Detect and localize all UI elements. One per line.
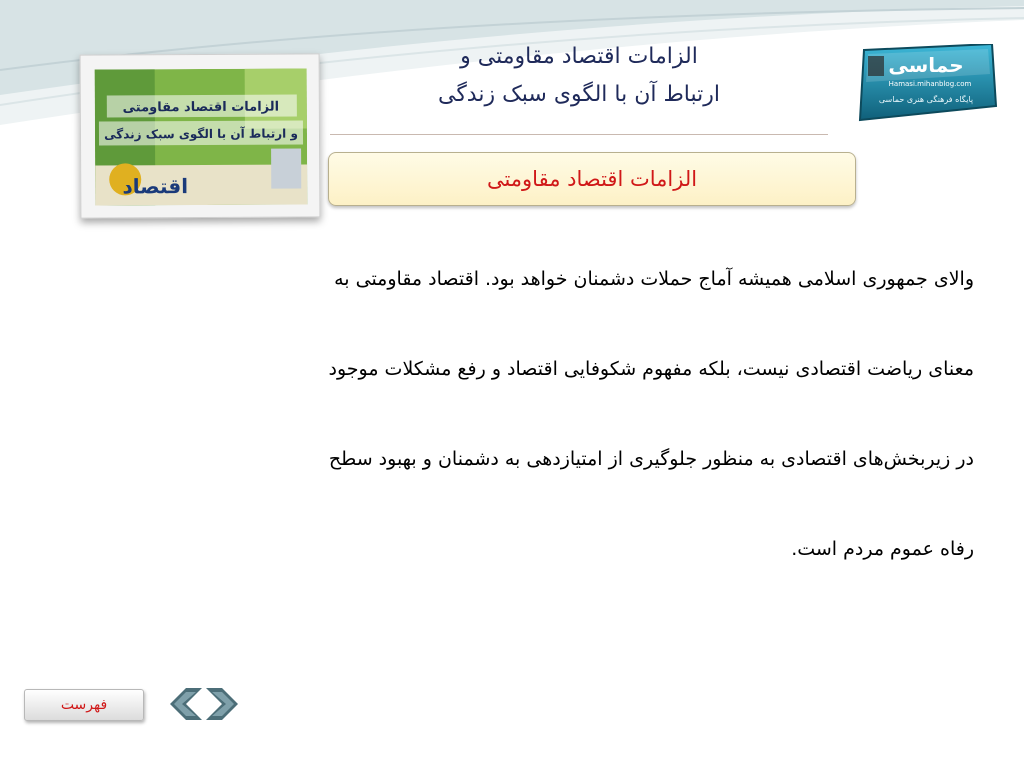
poster-line-2: و ارتباط آن با الگوی سبک زندگی — [104, 126, 298, 142]
section-heading: الزامات اقتصاد مقاومتی — [486, 167, 698, 191]
chevron-right-icon[interactable] — [204, 686, 242, 722]
slide-title — [330, 38, 828, 114]
logo-tagline: پایگاه فرهنگی هنری حماسی — [878, 95, 974, 104]
menu-button[interactable]: فهرست — [24, 689, 144, 721]
body-line-2: معنای ریاضت اقتصادی نیست، بلکه مفهوم شکوفایی اقتصاد و رفع مشکلات موجود — [328, 358, 974, 380]
poster-illustration — [95, 68, 308, 205]
section-heading-box — [328, 152, 856, 206]
logo-url: Hamasi.mihanblog.com — [888, 80, 972, 88]
poster-word: اقتصاد — [122, 174, 189, 199]
body-line-4: رفاه عموم مردم است. — [791, 538, 974, 560]
site-logo — [854, 44, 998, 122]
logo-name: حماسی — [888, 53, 964, 77]
title-line-1: الزامات اقتصاد مقاومتی و — [460, 44, 698, 69]
chevron-left-icon[interactable] — [166, 686, 204, 722]
body-line-3: در زیربخش‌های اقتصادی به منظور جلوگیری از امتیازدهی به دشمنان و بهبود سطح — [328, 448, 974, 470]
body-line-1: والای جمهوری اسلامی همیشه آماج حملات دشمنان خواهد بود. اقتصاد مقاومتی به — [334, 268, 974, 290]
body-paragraph — [98, 234, 974, 594]
title-divider — [330, 134, 828, 135]
poster-line-1: الزامات اقتصاد مقاومتی — [122, 99, 280, 116]
poster-image — [80, 53, 321, 218]
title-line-2: ارتباط آن با الگوی سبک زندگی — [437, 82, 721, 107]
